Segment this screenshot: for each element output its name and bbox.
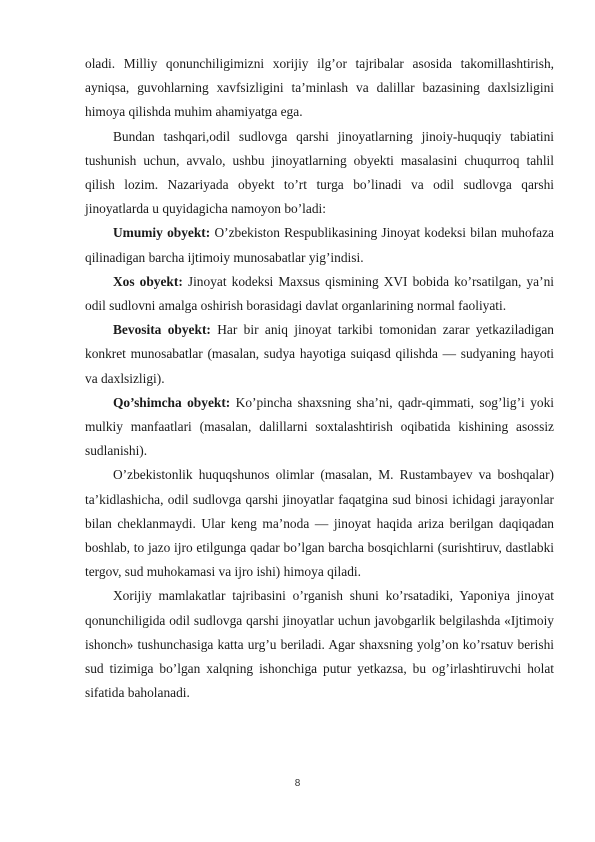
paragraph-general-object bbox=[85, 221, 554, 269]
paragraph-scholars-view: O’zbekistonlik huquqshunos olimlar (masalan, M. Rustambayev va boshqalar) ta’kidlashicha, odil sudlovga qarshi jinoyatlar faqatgina sud binosi ichidagi jarayonlar bilan cheklanmaydi. Ular keng ma’noda — jinoyat haqida ariza berilgan daqiqadan boshlab, to jazo ijro etilgunga qadar bo’lgan barcha bosqichlarni (surishtiruv, dastlabki tergov, sud muhokamasi va ijro ishi) himoya qiladi. bbox=[85, 467, 554, 580]
paragraph-foreign-experience: Xorijiy mamlakatlar tajribasini o’rganish shuni ko’rsatadiki, Yaponiya jinoyat qonunchiligida odil sudlovga qarshi jinoyatlar uchun javobgarlik belgilashda «Ijtimoiy ishonch» tushunchasiga katta urg’u beriladi. Agar shaxsning yolg’on ko’rsatuv berishi sud tizimiga bo’lgan xalqning ishonchiga putur yetkazsa, bu og’irlashtiruvchi holat sifatida baholanadi. bbox=[85, 588, 554, 701]
definition-direct-object: Har bir aniq jinoyat tarkibi tomonidan zarar yetkaziladigan konkret munosabatlar (masalan, sudya hayotiga suiqasd qilishda — sudyaning hayoti va daxlsizligi). bbox=[85, 322, 554, 386]
term-direct-object: Bevosita obyekt: bbox=[113, 322, 211, 338]
page-number: 8 bbox=[294, 778, 301, 789]
paragraph-continuation: oladi. Milliy qonunchiligimizni xorijiy ilg’or tajribalar asosida takomillashtirish, ayniqsa, guvohlarning xavfsizligini ta’minlash va dalillar bazasining daxlsizligini himoya qilishda muhim ahamiyatga ega. bbox=[85, 56, 554, 120]
definition-general-object: O’zbekiston Respublikasining Jinoyat kodeksi bilan muhofaza qilinadigan barcha ijtimoiy munosabatlar yig’indisi. bbox=[85, 225, 554, 265]
definition-specific-object: Jinoyat kodeksi Maxsus qismining XVI bobida ko’rsatilgan, ya’ni odil sudlovni amalga oshirish borasidagi davlat organlarining normal faoliyati. bbox=[85, 273, 554, 314]
paragraph-object-intro: Bundan tashqari,odil sudlovga qarshi jinoyatlarning jinoiy-huquqiy tabiatini tushunish uchun, avvalo, ushbu jinoyatlarning obyekti masalasini chuqurroq tahlil qilish lozim. Nazariyada obyekt to’rt turga bo’linadi va odil sudlovga qarshi jinoyatlarda u quyidagicha namoyon bo’ladi: bbox=[85, 128, 554, 217]
definition-additional-object: Ko’pincha shaxsning sha’ni, qadr-qimmati, sog’lig’i yoki mulkiy manfaatlari (masalan, dalillarni soxtalashtirish oqibatida kishining asossiz sudlanishi). bbox=[85, 394, 554, 459]
document-page bbox=[85, 52, 554, 705]
paragraph-direct-object bbox=[85, 318, 554, 391]
term-specific-object: Xos obyekt: bbox=[113, 273, 183, 289]
term-additional-object: Qo’shimcha obyekt: bbox=[113, 394, 231, 410]
paragraph-additional-object bbox=[85, 391, 554, 464]
paragraph-specific-object bbox=[85, 270, 554, 318]
term-general-object: Umumiy obyekt: bbox=[113, 225, 211, 241]
